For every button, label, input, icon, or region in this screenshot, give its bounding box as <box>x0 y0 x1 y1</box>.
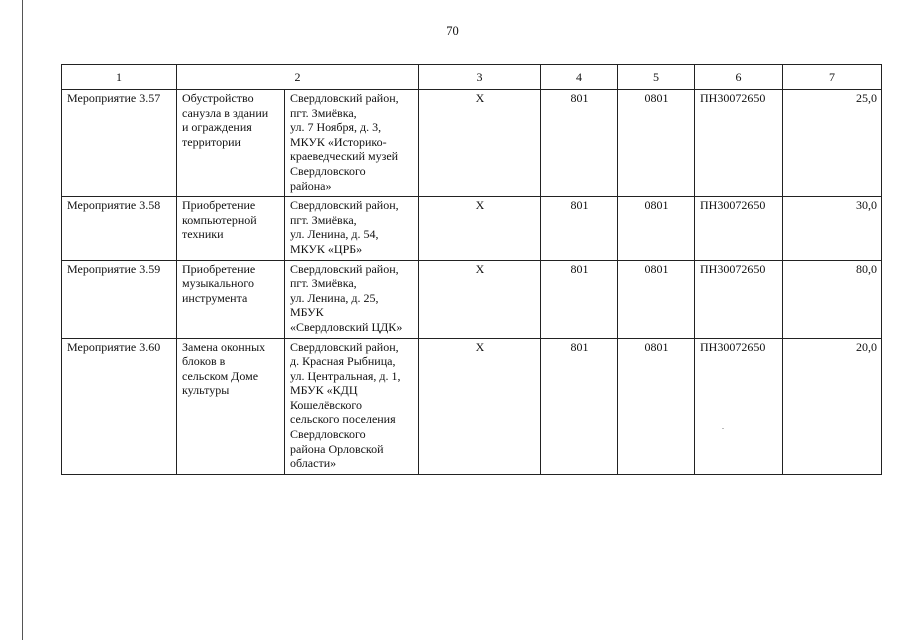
col3-cell: Х <box>419 90 541 197</box>
description-cell <box>177 90 285 197</box>
column-header-6: 6 <box>695 65 783 90</box>
address-cell-line: МБУК <box>290 305 324 320</box>
address-cell-line: МБУК «КДЦ <box>290 383 358 398</box>
col5-cell: 0801 <box>618 338 695 474</box>
column-header-2: 2 <box>177 65 419 90</box>
column-header-3: 3 <box>419 65 541 90</box>
col7-cell: 20,0 <box>783 338 882 474</box>
measures-table <box>61 64 882 475</box>
address-cell-line: пгт. Змиёвка, <box>290 276 357 291</box>
address-cell <box>285 90 419 197</box>
description-cell-line: инструмента <box>182 290 248 305</box>
description-cell-line: Приобретение <box>182 261 256 276</box>
description-cell <box>177 197 285 260</box>
address-cell-line: области» <box>290 456 337 471</box>
col4-cell: 801 <box>541 260 618 338</box>
address-cell-line: ул. Ленина, д. 54, <box>290 227 379 242</box>
col4-cell: 801 <box>541 338 618 474</box>
col7-cell: 30,0 <box>783 197 882 260</box>
col5-cell: 0801 <box>618 260 695 338</box>
address-cell-line: района Орловской <box>290 441 384 456</box>
column-header-4: 4 <box>541 65 618 90</box>
address-cell-line: Свердловский район, <box>290 91 399 105</box>
address-cell <box>285 260 419 338</box>
col5-cell: 0801 <box>618 90 695 197</box>
description-cell-line: Приобретение <box>182 198 256 213</box>
col3-cell: Х <box>419 338 541 474</box>
description-cell-line: Обустройство <box>182 91 254 105</box>
column-header-5: 5 <box>618 65 695 90</box>
address-cell-line: ул. 7 Ноября, д. 3, <box>290 120 382 135</box>
address-cell-line: Свердловский район, <box>290 261 399 276</box>
description-cell-line: территории <box>182 134 241 149</box>
table-row <box>62 260 882 338</box>
column-header-7: 7 <box>783 65 882 90</box>
col3-cell: Х <box>419 260 541 338</box>
description-cell-line: блоков в <box>182 354 226 369</box>
address-cell-line: пгт. Змиёвка, <box>290 105 357 120</box>
description-cell <box>177 338 285 474</box>
description-cell-line: сельском Доме <box>182 368 259 383</box>
address-cell-line: МКУК «Историко- <box>290 134 387 149</box>
measure-cell: Мероприятие 3.59 <box>62 260 177 338</box>
col3-cell: Х <box>419 197 541 260</box>
col4-cell: 801 <box>541 197 618 260</box>
table-header-row <box>62 65 882 90</box>
address-cell-line: Кошелёвского <box>290 397 363 412</box>
page-number: 70 <box>446 24 459 38</box>
address-cell-line: Свердловского <box>290 163 366 178</box>
col6-cell: ПН30072650 <box>695 338 783 474</box>
column-header-1: 1 <box>62 65 177 90</box>
table-row <box>62 338 882 474</box>
address-cell-line: района» <box>290 178 332 193</box>
address-cell-line: МКУК «ЦРБ» <box>290 241 363 256</box>
address-cell-line: Свердловский район, <box>290 198 399 213</box>
col7-cell: 25,0 <box>783 90 882 197</box>
address-cell-line: краеведческий музей <box>290 149 399 164</box>
address-cell <box>285 338 419 474</box>
description-cell-line: культуры <box>182 383 230 398</box>
table-row <box>62 197 882 260</box>
table-body <box>62 90 882 475</box>
scan-speck <box>722 428 724 429</box>
address-cell-line: Свердловского <box>290 427 366 442</box>
address-cell-line: д. Красная Рыбница, <box>290 354 396 369</box>
description-cell-line: техники <box>182 227 224 242</box>
col5-cell: 0801 <box>618 197 695 260</box>
table-row <box>62 90 882 197</box>
address-cell-line: пгт. Змиёвка, <box>290 212 357 227</box>
measure-cell: Мероприятие 3.58 <box>62 197 177 260</box>
address-cell-line: сельского поселения <box>290 412 396 427</box>
address-cell <box>285 197 419 260</box>
description-cell-line: и ограждения <box>182 120 252 135</box>
col6-cell: ПН30072650 <box>695 90 783 197</box>
col6-cell: ПН30072650 <box>695 197 783 260</box>
address-cell-line: Свердловский район, <box>290 339 399 354</box>
measure-cell: Мероприятие 3.60 <box>62 338 177 474</box>
description-cell-line: компьютерной <box>182 212 257 227</box>
address-cell-line: ул. Центральная, д. 1, <box>290 368 401 383</box>
description-cell <box>177 260 285 338</box>
description-cell-line: Замена оконных <box>182 339 266 354</box>
address-cell-line: «Свердловский ЦДК» <box>290 319 403 334</box>
address-cell-line: ул. Ленина, д. 25, <box>290 290 379 305</box>
col6-cell: ПН30072650 <box>695 260 783 338</box>
col4-cell: 801 <box>541 90 618 197</box>
description-cell-line: санузла в здании <box>182 105 269 120</box>
col7-cell: 80,0 <box>783 260 882 338</box>
measure-cell: Мероприятие 3.57 <box>62 90 177 197</box>
page-left-margin-rule <box>22 0 23 640</box>
description-cell-line: музыкального <box>182 276 254 291</box>
